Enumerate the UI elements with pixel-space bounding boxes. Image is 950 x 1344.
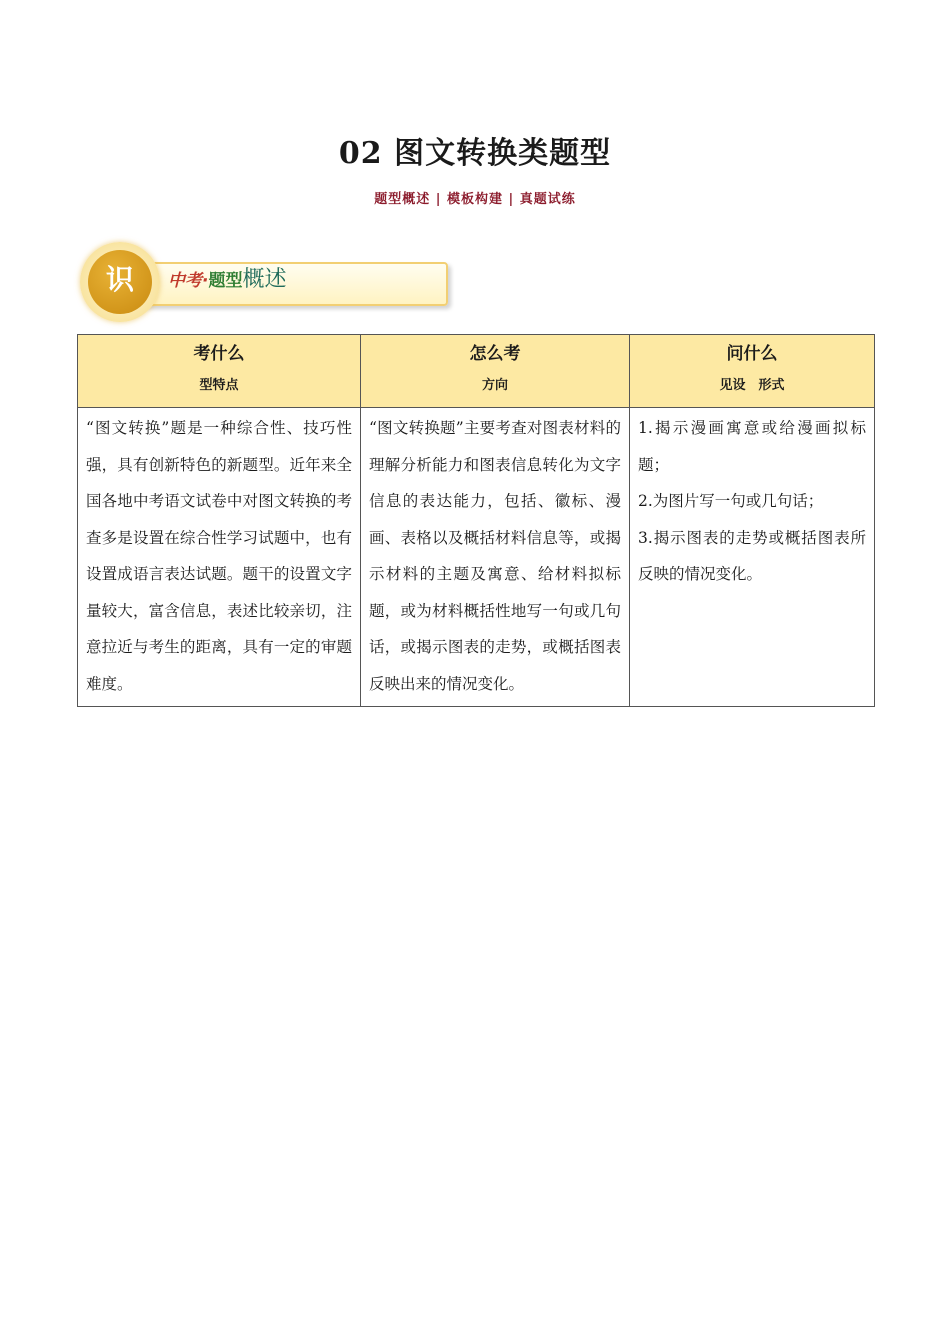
banner-heading-part1: 中考·	[168, 271, 209, 291]
column-subtitle: 方向	[481, 378, 508, 393]
overview-table	[77, 334, 875, 707]
table-header-row	[78, 335, 875, 408]
column-header	[361, 335, 630, 408]
column-header	[78, 335, 361, 408]
table-row	[78, 408, 875, 707]
banner-heading-part2: 题型	[208, 271, 243, 291]
banner-badge-ring	[80, 242, 160, 322]
column-title: 怎么考	[469, 344, 521, 364]
page-title: 02 图文转换类题型	[338, 136, 612, 171]
banner-heading-part3: 概述	[242, 267, 287, 292]
column-subtitle: 型特点	[199, 378, 239, 393]
column-title: 考什么	[193, 344, 245, 364]
table-cell-direction: “图文转换题”主要考查对图表材料的理解分析能力和图表信息转化为文字信息的表达能力，包括、徽标、漫画、表格以及概括材料信息等，或揭示材料的主题及寓意、给材料拟标题，或为材料概括性地写一句或几句话，或揭示图表的走势，或概括图表反映出来的情况变化。	[361, 408, 630, 707]
column-header	[630, 335, 875, 408]
section-banner	[80, 242, 380, 326]
column-subtitle: 见设 形式	[719, 378, 785, 393]
section-nav-subtitle: 题型概述 | 模板构建 | 真题试练	[374, 192, 576, 207]
table-cell-features: “图文转换”题是一种综合性、技巧性强，具有创新特色的新题型。近年来全国各地中考语文试卷中对图文转换的考查多是设置在综合性学习试题中，也有设置成语言表达试题。题干的设置文字量较大，富含信息，表述比较亲切，注意拉近与考生的距离，具有一定的审题难度。	[78, 408, 361, 707]
table-cell-forms: 1.揭示漫画寓意或给漫画拟标题； 2.为图片写一句或几句话； 3.揭示图表的走势或概括图表所反映的情况变化。	[630, 408, 875, 707]
banner-badge: 识	[88, 250, 152, 314]
column-title: 问什么	[726, 344, 778, 364]
banner-heading	[168, 260, 286, 300]
